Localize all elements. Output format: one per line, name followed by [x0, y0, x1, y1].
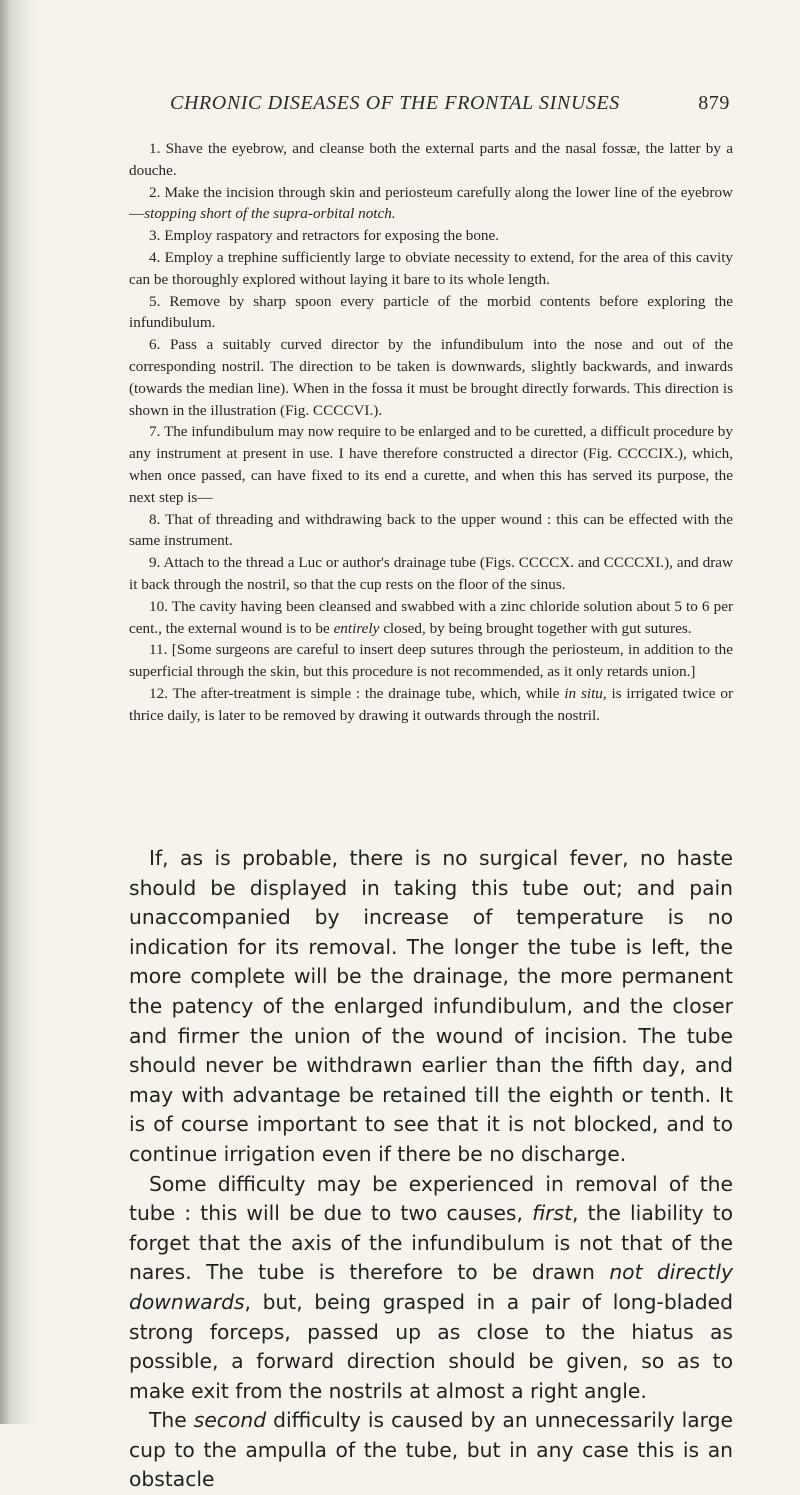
- step-1: 1. Shave the eyebrow, and cleanse both the external parts and the nasal fossæ, the latter by a douche.: [129, 140, 733, 179]
- step-7: 7. The infundibulum may now require to be enlarged and to be curetted, a difficult procedure by any instrument at present in use. I have therefore constructed a director (Fig. CCCCIX.), which, when once passed, can have fixed to its end a curette, and when this has served its purpose, the next step is—: [129, 423, 733, 506]
- step-9: 9. Attach to the thread a Luc or author's drainage tube (Figs. CCCCX. and CCCCXI.), and draw it back through the nostril, so that the cup rests on the floor of the sinus.: [129, 554, 733, 593]
- step-4: 4. Employ a trephine sufficiently large to obviate necessity to extend, for the area of this cavity can be thoroughly explored without laying it bare to its whole length.: [129, 248, 734, 288]
- paragraph-2: Some difficulty may be experienced in removal of the tube : this will be due to two causes, first, the liability to forget that the axis of the infundibulum is not that of the nares. The tube is therefore to be drawn not directly downwards, but, being grasped in a pair of long-bladed strong forceps, passed up as close to the hiatus as possible, a forward direction should be given, so as to make exit from the nostrils at almost a right angle.: [129, 1171, 733, 1403]
- step-11: 11. [Some surgeons are careful to insert deep sutures through the periosteum, in addition to the superficial through the skin, but this procedure is not recommended, as it only retards union.]: [129, 641, 734, 681]
- step-5: 5. Remove by sharp spoon every particle of the morbid contents before exploring the infundibulum.: [129, 292, 733, 332]
- step-6: 6. Pass a suitably curved director by the infundibulum into the nose and out of the corresponding nostril. The direction to be taken is downwards, slightly backwards, and inwards (towards the median line). When in the fossa it must be brought directly forwards. This direction is shown in the illustration (Fig. CCCCVI.).: [129, 336, 734, 419]
- main-text: [129, 844, 733, 1495]
- numbered-steps: [129, 138, 733, 727]
- paragraph-3: The second difficulty is caused by an unnecessarily large cup to the ampulla of the tube, but in any case this is an obstacle: [129, 1408, 733, 1492]
- paragraph-1: If, as is probable, there is no surgical fever, no haste should be displayed in taking this tube out; and pain unaccompanied by increase of temperature is no indication for its removal. The longer the tube is left, the more complete will be the drainage, the more permanent the patency of the enlarged infundibulum, and the closer and firmer the union of the wound of incision. The tube should never be withdrawn earlier than the fifth day, and may with advantage be retained till the eighth or tenth. It is of course important to see that it is not blocked, and to continue irrigation even if there be no discharge.: [129, 846, 733, 1166]
- step-2: 2. Make the incision through skin and periosteum carefully along the lower line of the eyebrow—stopping short of the supra-orbital notch.: [129, 183, 733, 223]
- step-10: 10. The cavity having been cleansed and swabbed with a zinc chloride solution about 5 to 6 per cent., the external wound is to be entirely closed, by being brought together with gut sutures.: [129, 597, 733, 637]
- step-3: 3. Employ raspatory and retractors for exposing the bone.: [149, 227, 500, 245]
- step-8: 8. That of threading and withdrawing back to the upper wound : this can be effected with the same instrument.: [129, 510, 733, 550]
- page-number: 879: [698, 92, 730, 114]
- header-title: CHRONIC DISEASES OF THE FRONTAL SINUSES: [170, 92, 620, 114]
- step-12: 12. The after-treatment is simple : the drainage tube, which, while in situ, is irrigated twice or thrice daily, is later to be removed by drawing it outwards through the nostril.: [129, 684, 733, 724]
